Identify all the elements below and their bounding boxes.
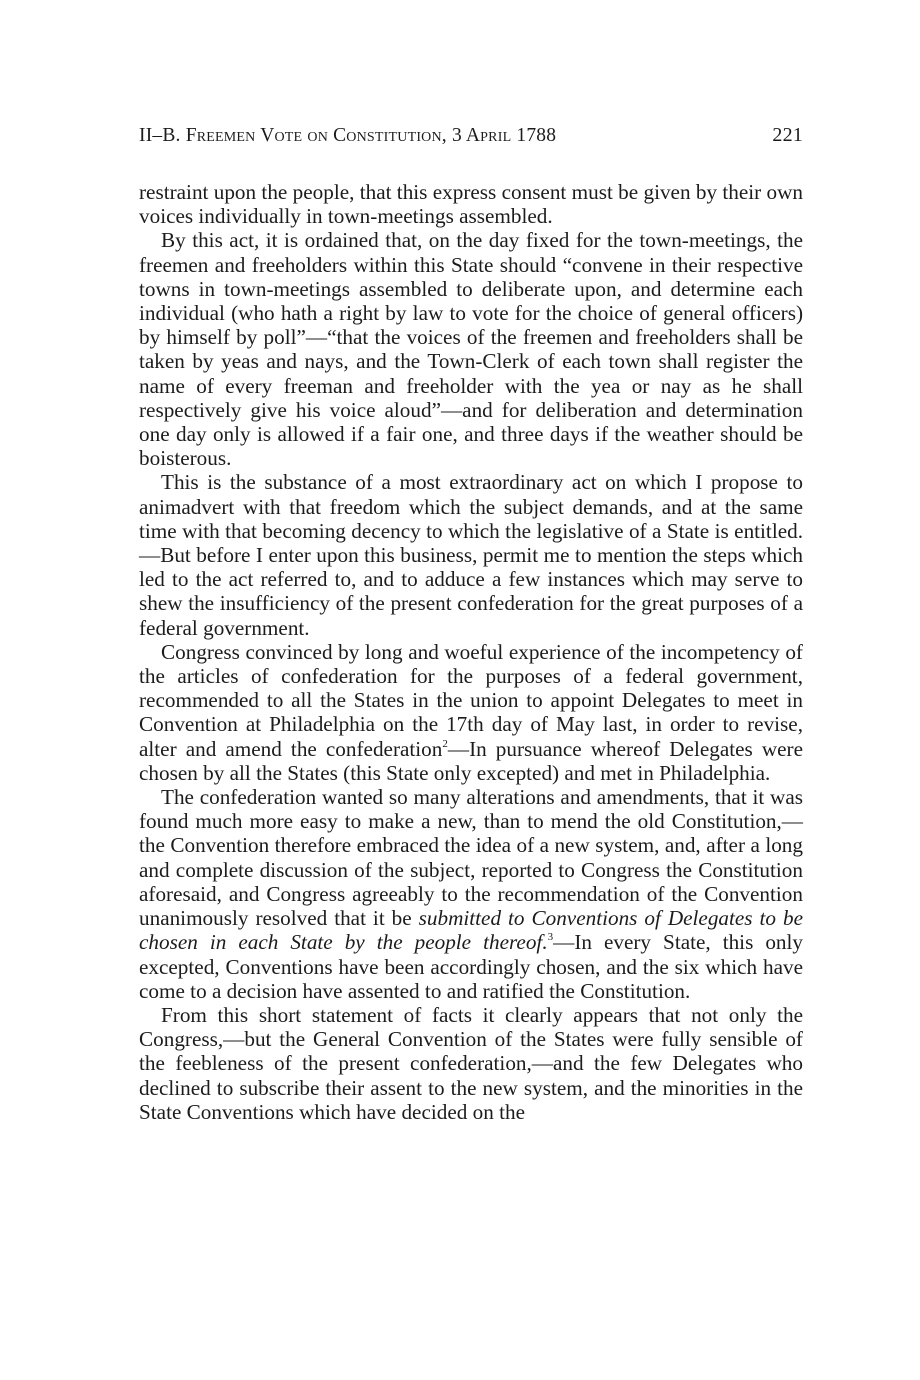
footnote-reference: 3: [547, 931, 554, 944]
body-text: [139, 180, 803, 1124]
paragraph-text: The confederation wanted so many alterations and amendments, that it was found much more easy to make a new, than to mend the old Constitution,—the Convention therefore embraced the idea of a new system, and, after a long and complete discussion of the subject, reported to Congress the Constitution aforesaid, and Congress agreeably to the recommendation of the Convention unanimously resolved that it be: [139, 785, 803, 931]
paragraph-continued: restraint upon the people, that this express consent must be given by their own voices individually in town-meetings assembled.: [139, 180, 803, 229]
paragraph-congress-convinced: [139, 640, 803, 785]
running-title: II–B. Freemen Vote on Constitution, 3 April 1788: [139, 125, 557, 146]
paragraph-text: —In every State, this only excepted, Conventions have been accordingly chosen, and the six which have come to a decision have assented to and ratified the Constitution.: [139, 930, 803, 1003]
italic-quotation: submitted to Conventions of Delegates to be chosen in each State by the people thereof.: [139, 906, 803, 955]
page-number: 221: [772, 124, 803, 146]
paragraph-text: —In pursuance whereof Delegates were chosen by all the States (this State only excepted) and met in Philadelphia.: [139, 736, 804, 785]
paragraph-extraordinary-act: This is the substance of a most extraordinary act on which I propose to animadvert with that freedom which the subject demands, and at the same time with that becoming decency to which the legislative of a State is entitled.—But before I enter upon this business, permit me to mention the steps which led to the act referred to, and to adduce a few instances which may serve to shew the insufficiency of the present confederation for the great purposes of a federal government.: [139, 470, 803, 640]
running-header: [139, 124, 803, 158]
paragraph-act-ordinance: By this act, it is ordained that, on the day fixed for the town-meetings, the freemen and freeholders within this State should “convene in their respective towns in town-meetings assembled to deliberate upon, and determine each individual (who hath a right by law to vote for the choice of general officers) by himself by poll”—“that the voices of the freemen and freeholders shall be taken by yeas and nays, and the Town-Clerk of each town shall register the name of every freeman and freeholder with the yea or nay as he shall respectively give his voice aloud”—and for deliberation and determination one day only is allowed if a fair one, and three days if the weather should be boisterous.: [139, 228, 803, 471]
footnote-reference: 2: [442, 737, 448, 750]
paragraph-short-statement: From this short statement of facts it clearly appears that not only the Congress,—but the General Convention of the States were fully sensible of the feebleness of the present confederation,—and the few Delegates who declined to subscribe their assent to the new system, and the minorities in the State Conventions which have decided on the: [139, 1002, 803, 1124]
document-page: [139, 124, 803, 1124]
paragraph-text: Congress convinced by long and woeful experience of the incompetency of the articles of confederation for the purposes of a federal government, recommended to all the States in the union to appoint Delegates to meet in Convention at Philadelphia on the 17th day of May last, in order to revise, alter and amend the confederation: [139, 639, 803, 761]
paragraph-confederation-wanted: [139, 785, 803, 1003]
